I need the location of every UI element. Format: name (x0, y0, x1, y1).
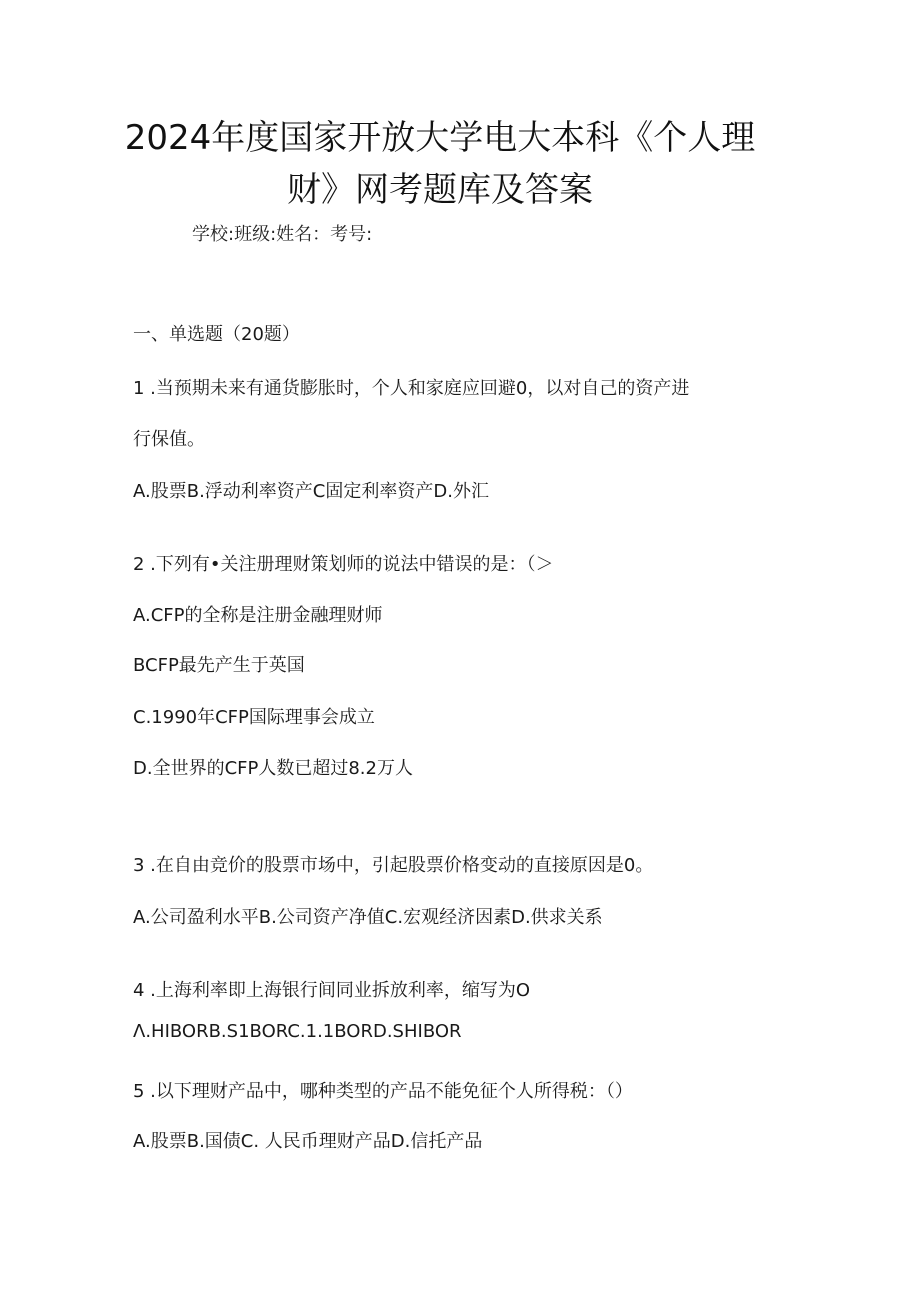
question-3-options: A.公司盈利水平B.公司资产净值C.宏观经济因素D.供求关系 (133, 907, 603, 928)
question-4-stem: 4 .上海利率即上海银行间同业拆放利率，缩写为O (133, 980, 531, 1001)
question-2-option-d: D.全世界的CFP人数已超过8.2万人 (133, 758, 413, 779)
question-1-options: A.股票B.浮动利率资产C固定利率资产D.外汇 (133, 481, 489, 502)
section-heading: 一、单选题（20题） (133, 324, 300, 345)
question-2-option-b: BCFP最先产生于英国 (133, 655, 305, 676)
question-5-stem: 5 .以下理财产品中，哪种类型的产品不能免征个人所得税：（） (133, 1081, 633, 1102)
question-2-stem: 2 .下列有•关注册理财策划师的说法中错误的是：（＞ (133, 554, 554, 575)
question-2-option-a: A.CFP的全称是注册金融理财师 (133, 605, 383, 626)
question-4-options: Λ.HIBORB.S1BORC.1.1BORD.SHIBOR (133, 1021, 462, 1042)
title-line-2: 财》网考题库及答案 (287, 170, 593, 210)
question-1-stem-line-2: 行保值。 (133, 429, 205, 450)
student-info-line: 学校:班级:姓名：考号: (192, 224, 373, 245)
question-3-stem: 3 .在自由竞价的股票市场中，引起股票价格变动的直接原因是0。 (133, 855, 654, 876)
title-line-1: 2024年度国家开放大学电大本科《个人理 (124, 118, 756, 158)
question-5-options: A.股票B.国债C. 人民币理财产品D.信托产品 (133, 1131, 483, 1152)
question-1-stem-line-1: 1 .当预期未来有通货膨胀时，个人和家庭应回避0，以对自己的资产进 (133, 378, 690, 399)
document-title (120, 112, 760, 216)
question-2-option-c: C.1990年CFP国际理事会成立 (133, 707, 375, 728)
